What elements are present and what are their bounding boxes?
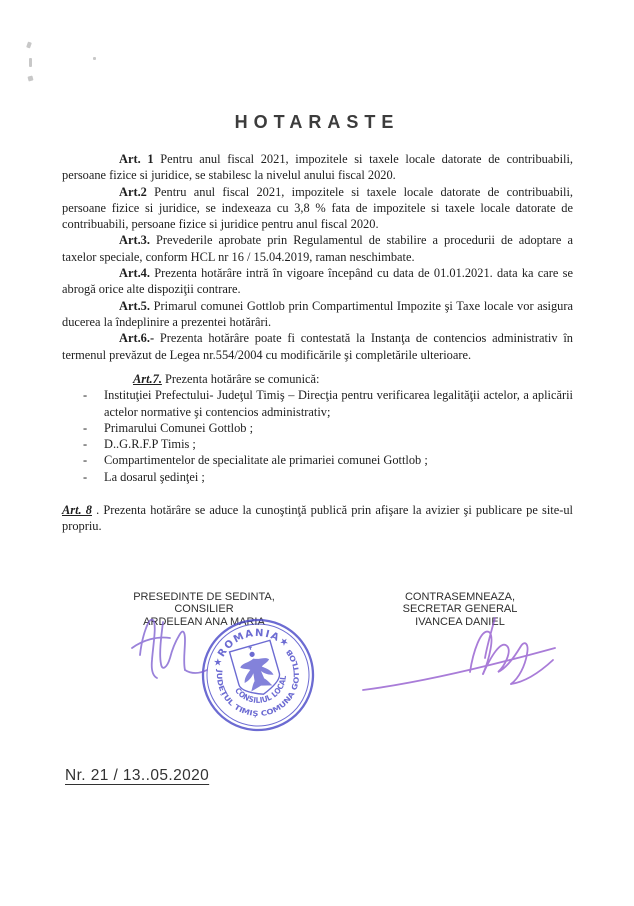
stamp-top-text: ★ROMANIA★ <box>211 627 292 669</box>
article8-block <box>62 502 573 535</box>
article-paragraph <box>62 184 573 233</box>
article-label: Art.4. <box>119 266 150 281</box>
list-item-text: Instituţiei Prefectului- Judeţul Timiş – Direcţia pentru verificarea legalităţii actelor, a aplicării actelor normative şi contencios administrativ; <box>104 388 573 419</box>
document-number: Nr. 21 / 13..05.2020 <box>65 767 210 784</box>
article-paragraph <box>62 265 573 298</box>
signature-role: SECRETAR GENERAL <box>402 603 518 616</box>
list-item <box>62 387 573 420</box>
scan-speck <box>29 58 32 67</box>
article-text: Prezenta hotărâre poate fi contestată la Instanţa de contencios administrativ în termenul prevăzut de Legea nr.554/2004 cu modificările şi completările ulterioare. <box>62 331 573 362</box>
list-item-text: Primarului Comunei Gottlob ; <box>104 420 254 435</box>
stamp-ring-text: JUDEŢUL TIMIŞ COMUNA GOTTLOB <box>214 648 302 719</box>
list-item-text: D..G.R.F.P Timis ; <box>104 437 196 452</box>
article-paragraph <box>62 371 573 387</box>
list-item-text: La dosarul şedinţei ; <box>104 469 205 484</box>
list-item <box>62 420 573 436</box>
article-paragraph <box>62 330 573 363</box>
stamp-inner-text: CONSILIUL LOCAL <box>233 674 289 705</box>
article-paragraph <box>62 502 573 535</box>
list-dash: - <box>83 388 88 403</box>
article-label: Art.6.- <box>119 331 155 346</box>
signature-name: IVANCEA DANIEL <box>415 615 505 628</box>
list-item <box>62 469 573 485</box>
article-text: Prevederile aprobate prin Regulamentul de stabilire a procedurii de adoptare a taxelor speciale, conform HCL nr 16 / 15.04.2019, raman neschimbate. <box>62 233 573 264</box>
article-label: Art.3. <box>119 233 150 248</box>
article-text: Primarul comunei Gottlob prin Compartimentul Impozite şi Taxe locale vor asigura ducerea la îndeplinire a prezentei hotărâri. <box>62 298 573 329</box>
articles-block <box>62 151 573 363</box>
article-text: Prezenta hotărâre se comunică: <box>161 372 320 386</box>
scan-speck <box>26 41 32 48</box>
article-paragraph <box>62 298 573 331</box>
signature-ink-president <box>125 598 255 713</box>
article-label: Art.2 <box>119 184 147 199</box>
scan-speck <box>93 57 96 60</box>
article-label: Art.5. <box>119 298 150 313</box>
article-paragraph <box>62 151 573 184</box>
list-item <box>62 436 573 452</box>
list-dash: - <box>83 420 88 435</box>
document-title: HOTARASTE <box>234 112 400 132</box>
signature-role: CONTRASEMNEAZA, <box>404 591 515 603</box>
article-label: Art.7. <box>133 372 162 386</box>
article-text: Pentru anul fiscal 2021, impozitele si taxele locale datorate de contribuabili, persoane fizice si juridice, se stabilesc la nivelul anului fiscal 2020. <box>62 152 574 183</box>
article7-block <box>62 371 573 485</box>
article-text: Pentru anul fiscal 2021, impozitele si taxele locale datorate de contribuabili, persoane fizice si juridice, se indexeaza cu 3,8 % fata de impozitele si taxele locale datorate de contribuabili, persoane fizice si juridice pentru anul fiscal 2020. <box>62 184 573 232</box>
list-dash: - <box>83 469 88 484</box>
article-text: . Prezenta hotărâre se aduce la cunoştinţă publică prin afişare la avizier şi publicare pe site-ul propriu. <box>62 503 573 534</box>
article-text: Prezenta hotărâre intră în vigoare începând cu data de 01.01.2021. data ka care se abrogă orice alte dispoziţii contrare. <box>62 266 573 297</box>
signature-name: ARDELEAN ANA MARIA <box>143 615 265 628</box>
list-dash: - <box>83 437 88 452</box>
list-dash: - <box>83 453 88 468</box>
signature-role: PRESEDINTE DE SEDINTA, <box>133 591 275 603</box>
list-item <box>62 452 573 468</box>
scan-speck <box>27 75 33 81</box>
article-paragraph <box>62 232 573 265</box>
signature-role: CONSILIER <box>174 603 234 616</box>
signature-ink-secretary <box>355 612 570 697</box>
list-item-text: Compartimentelor de specialitate ale primariei comunei Gottlob ; <box>104 453 428 468</box>
article-label: Art. 8 <box>62 503 92 517</box>
article-label: Art. 1 <box>119 152 154 166</box>
